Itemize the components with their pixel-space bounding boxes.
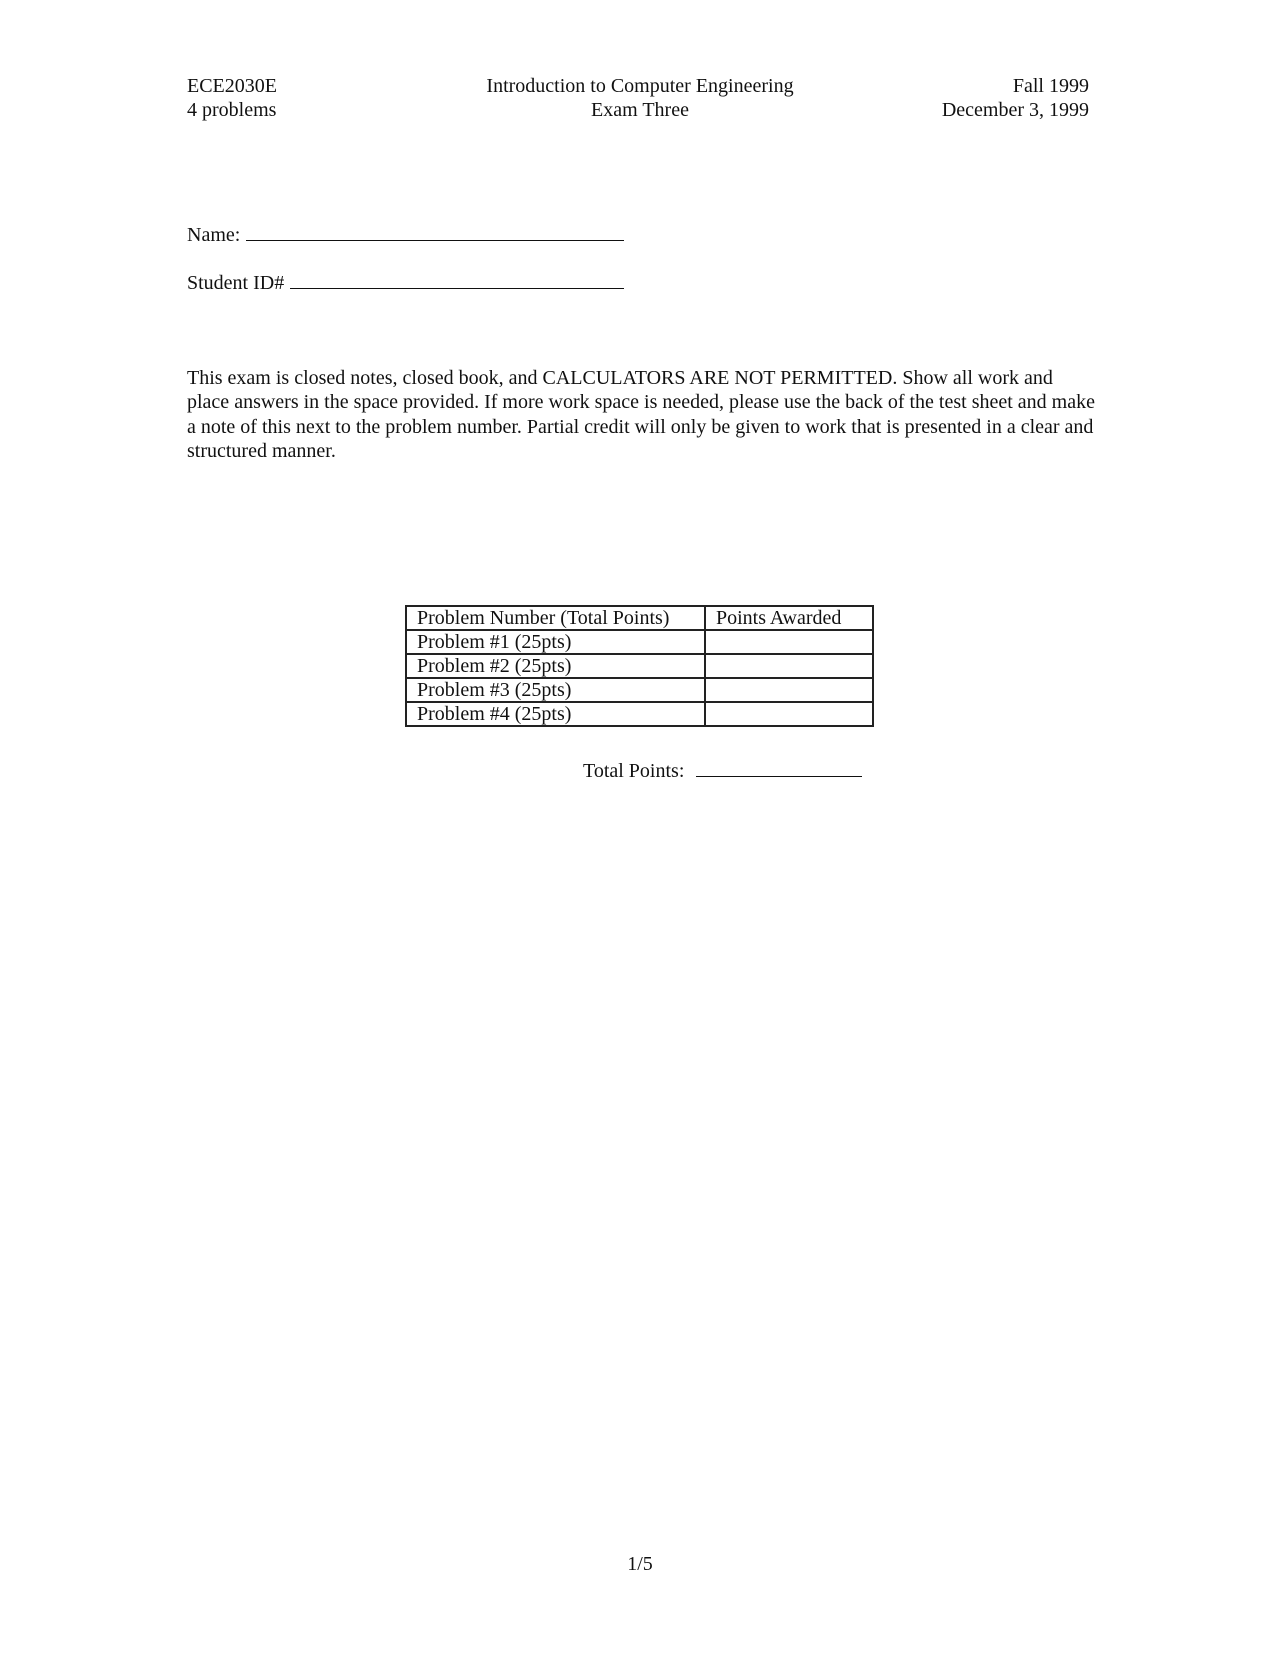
problem-cell: Problem #1 (25pts) [406,630,705,654]
table-header-row [406,606,873,630]
student-id-blank[interactable] [290,270,624,289]
term: Fall 1999 [1012,75,1089,97]
column-header: Problem Number (Total Points) [406,606,705,630]
table-row [406,630,873,654]
instructions: This exam is closed notes, closed book, and CALCULATORS ARE NOT PERMITTED. Show all work and place answers in the space provided. If more work space is needed, please use the back of the test sheet and make a note of this next to the problem number. Partial credit will only be given to work that is presented in a clear and structured manner. [187,367,1095,462]
course-code: ECE2030E [187,75,277,97]
header-center [380,74,900,122]
problem-cell: Problem #2 (25pts) [406,654,705,678]
score-table [405,605,874,727]
page-number: 1/5 [627,1553,653,1575]
problem-cell: Problem #3 (25pts) [406,678,705,702]
student-id-label: Student ID# [187,272,285,294]
column-header: Points Awarded [705,606,873,630]
table-row [406,702,873,726]
student-id-field [187,270,624,295]
points-cell[interactable] [705,702,873,726]
name-blank[interactable] [246,222,624,241]
table-row [406,654,873,678]
exam-title: Exam Three [591,99,689,121]
total-points-label: Total Points: [583,760,685,782]
exam-date: December 3, 1999 [941,99,1089,121]
table-row [406,678,873,702]
header-right [942,74,1089,122]
points-cell[interactable] [705,654,873,678]
points-cell[interactable] [705,630,873,654]
total-points-field [583,758,862,783]
problem-cell: Problem #4 (25pts) [406,702,705,726]
course-title: Introduction to Computer Engineering [486,75,794,97]
name-field [187,222,624,247]
header-left [187,74,277,122]
problem-count: 4 problems [187,99,277,121]
name-label: Name: [187,224,241,246]
points-cell[interactable] [705,678,873,702]
total-points-blank[interactable] [696,758,862,777]
